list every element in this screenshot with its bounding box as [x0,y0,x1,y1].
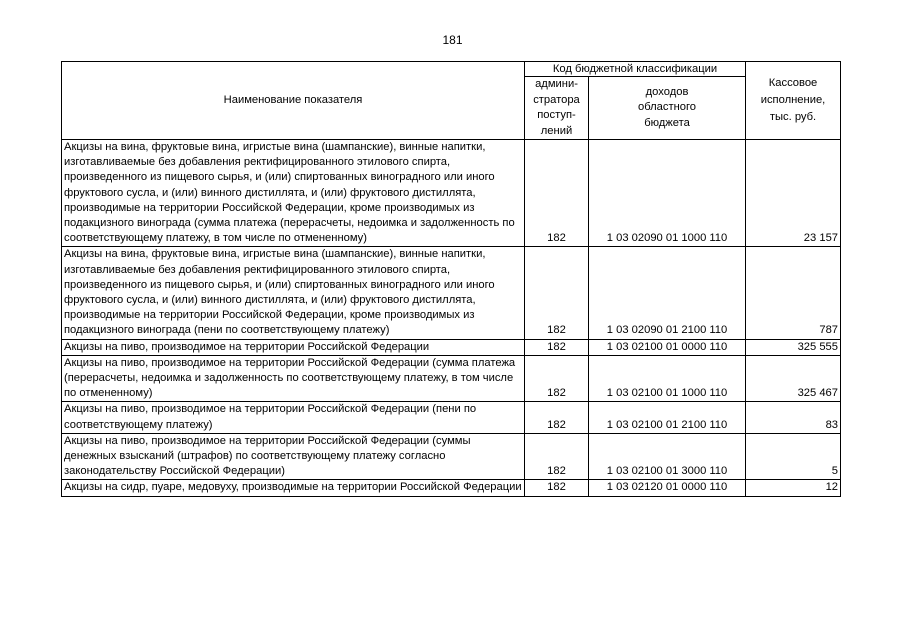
row-admin-code-cell: 182 [525,247,589,339]
row-amount-cell: 325 467 [746,355,841,402]
column-header-admin: админи- стратора поступ- лений [525,77,589,140]
header-row-top [62,62,841,77]
table-row [62,433,841,480]
row-name-cell: Акцизы на пиво, производимое на территории Российской Федерации (суммы денежных взысканий (штрафов) по соответствующему платежу согласно законодательству Российской Федерации) [62,433,525,480]
table-row [62,402,841,433]
row-amount-cell: 83 [746,402,841,433]
page-number: 181 [442,33,463,47]
row-admin-code-cell: 182 [525,140,589,247]
row-admin-code-cell: 182 [525,339,589,355]
table-row [62,355,841,402]
row-income-code-cell: 1 03 02120 01 0000 110 [589,480,746,496]
row-admin-code-cell: 182 [525,433,589,480]
row-income-code-cell: 1 03 02100 01 0000 110 [589,339,746,355]
row-amount-cell: 325 555 [746,339,841,355]
row-name-cell: Акцизы на вина, фруктовые вина, игристые вина (шампанские), винные напитки, изготавливаемые без добавления ректифицированного этилового спирта, произведенного из пищевого сырья, и (или) спиртованных виноградного или иного фруктового сусла, и (или) винного дистиллята, и (или) фруктового дистиллята, производимые на территории Российской Федерации, кроме производимых из подакцизного винограда (сумма платежа (перерасчеты, недоимка и задолженность по соответствующему платежу, в том числе по отмененному) [62,140,525,247]
table-row [62,140,841,247]
table-row [62,480,841,496]
row-name-cell: Акцизы на вина, фруктовые вина, игристые вина (шампанские), винные напитки, изготавливаемые без добавления ректифицированного этилового спирта, произведенного из пищевого сырья, и (или) спиртованных виноградного или иного фруктового сусла, и (или) винного дистиллята, и (или) фруктового дистиллята, производимые на территории Российской Федерации, кроме производимых из подакцизного винограда (пени по соответствующему платежу) [62,247,525,339]
row-admin-code-cell: 182 [525,402,589,433]
row-name-cell: Акцизы на пиво, производимое на территории Российской Федерации (сумма платежа (перерасчеты, недоимка и задолженность по соответствующему платежу, в том числе по отмененному) [62,355,525,402]
table-row [62,339,841,355]
column-header-income: доходов областного бюджета [589,77,746,140]
column-header-code-group: Код бюджетной классификации [525,62,746,77]
column-header-name: Наименование показателя [62,62,525,140]
row-name-cell: Акцизы на пиво, производимое на территории Российской Федерации [62,339,525,355]
row-admin-code-cell: 182 [525,355,589,402]
row-income-code-cell: 1 03 02090 01 2100 110 [589,247,746,339]
row-income-code-cell: 1 03 02090 01 1000 110 [589,140,746,247]
row-amount-cell: 23 157 [746,140,841,247]
table-row [62,247,841,339]
row-amount-cell: 12 [746,480,841,496]
row-amount-cell: 5 [746,433,841,480]
row-admin-code-cell: 182 [525,480,589,496]
row-name-cell: Акцизы на пиво, производимое на территории Российской Федерации (пени по соответствующему платежу) [62,402,525,433]
row-amount-cell: 787 [746,247,841,339]
table-body [62,140,841,497]
budget-table [61,61,841,497]
row-income-code-cell: 1 03 02100 01 3000 110 [589,433,746,480]
column-header-execution: Кассовое исполнение, тыс. руб. [746,62,841,140]
row-income-code-cell: 1 03 02100 01 1000 110 [589,355,746,402]
row-name-cell: Акцизы на сидр, пуаре, медовуху, производимые на территории Российской Федерации [62,480,525,496]
row-income-code-cell: 1 03 02100 01 2100 110 [589,402,746,433]
